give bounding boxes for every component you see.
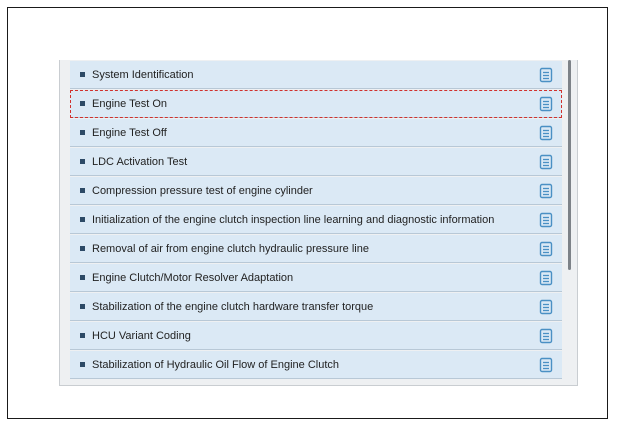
list-item-hcu-variant-coding[interactable] xyxy=(70,322,562,350)
list-item-label: Engine Clutch/Motor Resolver Adaptation xyxy=(92,271,294,284)
document-icon[interactable] xyxy=(539,241,553,257)
outer-frame xyxy=(7,7,608,419)
list-item-transfer-torque-stabilization[interactable] xyxy=(70,293,562,321)
list-item-label: Stabilization of Hydraulic Oil Flow of Engine Clutch xyxy=(92,358,340,371)
list-item-label: Compression pressure test of engine cylinder xyxy=(92,184,313,197)
list-item-ldc-activation-test[interactable] xyxy=(70,148,562,176)
bullet-icon xyxy=(80,130,85,135)
list-item-resolver-adaptation[interactable] xyxy=(70,264,562,292)
list-item-system-identification[interactable] xyxy=(70,61,562,89)
document-icon[interactable] xyxy=(539,328,553,344)
list-item-engine-test-on[interactable] xyxy=(70,90,562,118)
function-list xyxy=(70,61,562,380)
bullet-icon xyxy=(80,72,85,77)
document-icon[interactable] xyxy=(539,357,553,373)
bullet-icon xyxy=(80,217,85,222)
document-icon[interactable] xyxy=(539,154,553,170)
document-icon[interactable] xyxy=(539,212,553,228)
document-icon[interactable] xyxy=(539,67,553,83)
document-icon[interactable] xyxy=(539,125,553,141)
list-item-label: Initialization of the engine clutch inspection line learning and diagnostic information xyxy=(92,213,495,226)
bullet-icon xyxy=(80,333,85,338)
list-item-label: Removal of air from engine clutch hydraulic pressure line xyxy=(92,242,369,255)
document-icon[interactable] xyxy=(539,270,553,286)
vertical-scrollbar[interactable] xyxy=(568,60,571,270)
document-icon[interactable] xyxy=(539,96,553,112)
list-item-label: HCU Variant Coding xyxy=(92,329,191,342)
list-item-label: LDC Activation Test xyxy=(92,155,188,168)
bullet-icon xyxy=(80,246,85,251)
list-item-hydraulic-oil-flow[interactable] xyxy=(70,351,562,379)
bullet-icon xyxy=(80,101,85,106)
list-item-label: System Identification xyxy=(92,68,194,81)
document-icon[interactable] xyxy=(539,299,553,315)
function-list-panel xyxy=(59,60,578,386)
bullet-icon xyxy=(80,159,85,164)
bullet-icon xyxy=(80,304,85,309)
list-item-air-removal[interactable] xyxy=(70,235,562,263)
list-item-label: Stabilization of the engine clutch hardware transfer torque xyxy=(92,300,374,313)
list-item-clutch-inspection-line-init[interactable] xyxy=(70,206,562,234)
list-item-label: Engine Test Off xyxy=(92,126,167,139)
document-icon[interactable] xyxy=(539,183,553,199)
bullet-icon xyxy=(80,275,85,280)
bullet-icon xyxy=(80,188,85,193)
list-item-label: Engine Test On xyxy=(92,97,168,110)
bullet-icon xyxy=(80,362,85,367)
list-item-engine-test-off[interactable] xyxy=(70,119,562,147)
list-item-compression-pressure-test[interactable] xyxy=(70,177,562,205)
